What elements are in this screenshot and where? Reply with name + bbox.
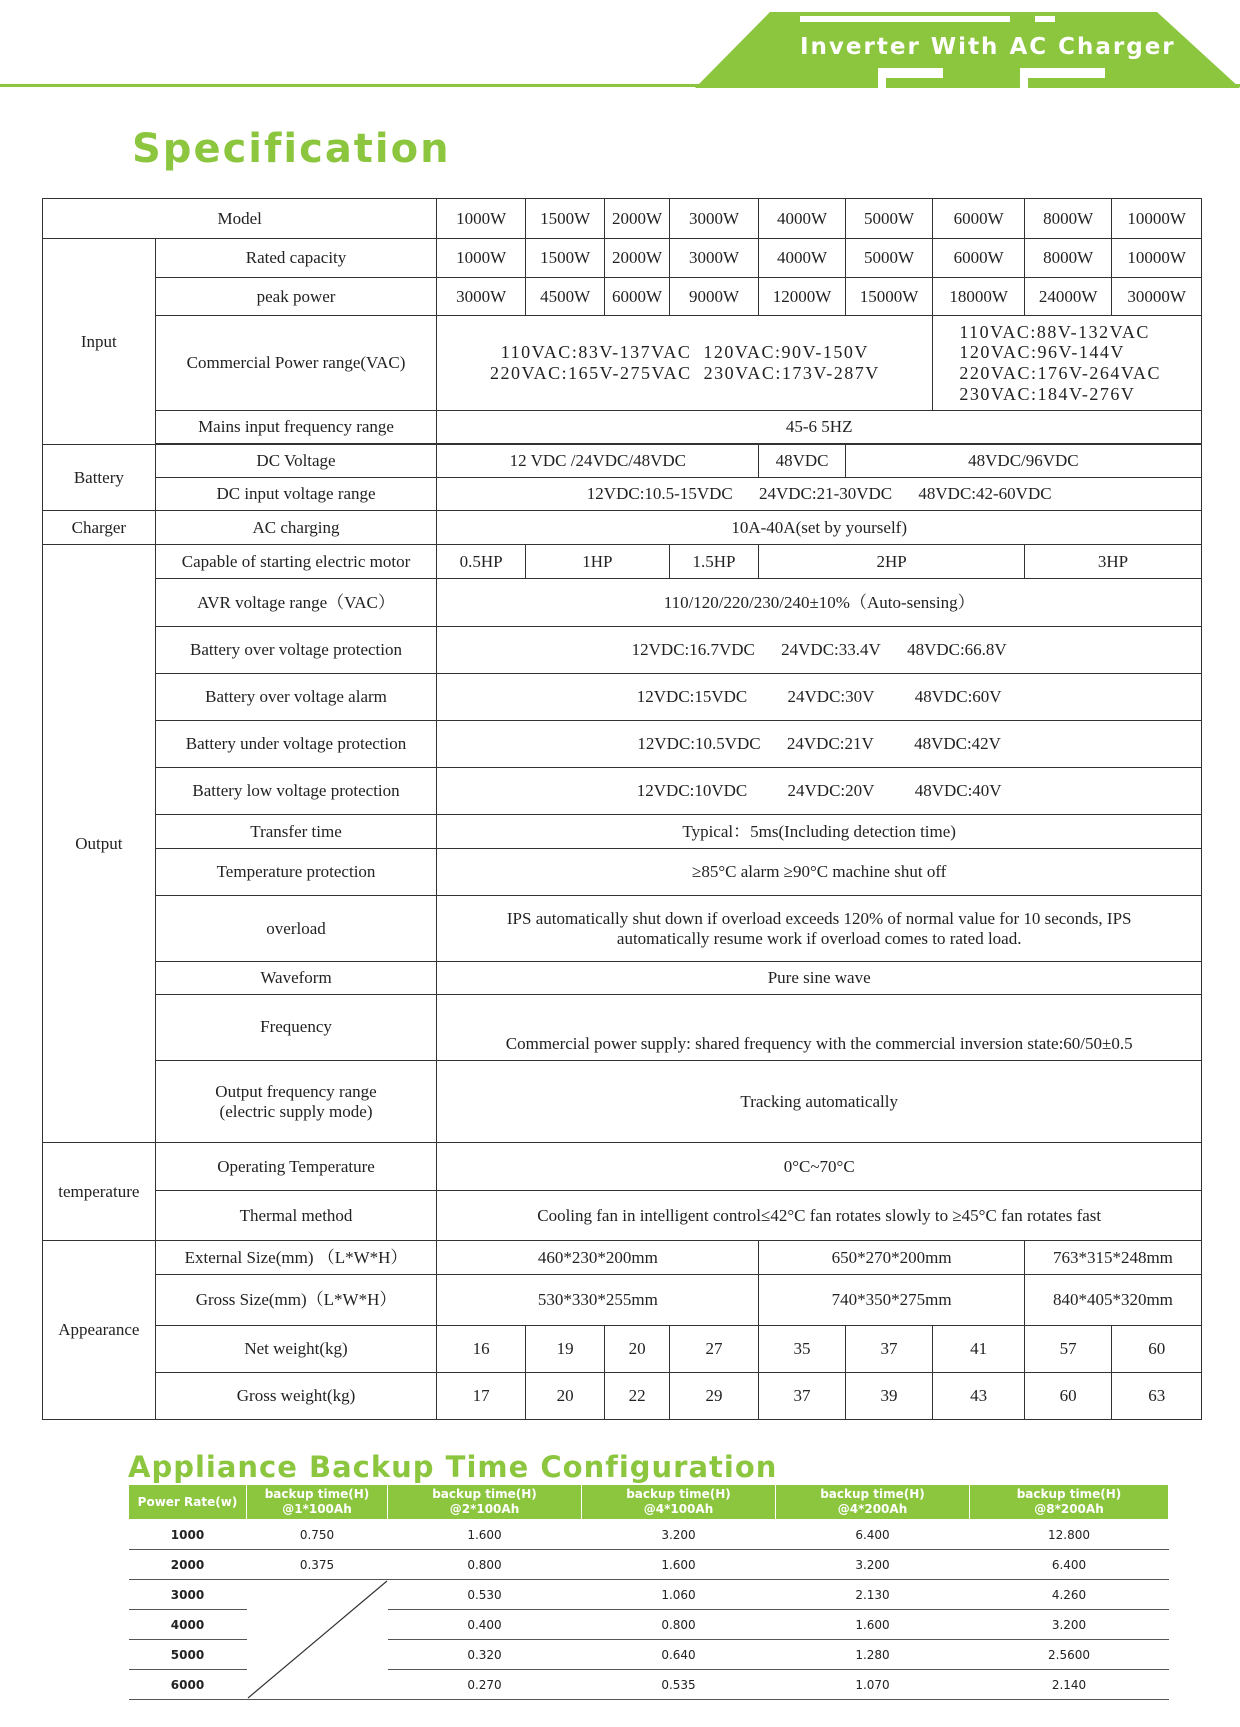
backup-cell: 2.130 (776, 1580, 970, 1610)
value-cell: 5000W (845, 239, 933, 278)
power-rate: 2000 (129, 1550, 247, 1580)
backup-cell: 1.070 (776, 1670, 970, 1700)
value-cell: ≥85°C alarm ≥90°C machine shut off (437, 849, 1202, 896)
value-cell: 3HP (1024, 545, 1201, 579)
value-cell: 16 (437, 1326, 526, 1373)
value-cell: 650*270*200mm (759, 1241, 1025, 1275)
row-label: Net weight(kg) (155, 1326, 437, 1373)
row-label: Waveform (155, 962, 437, 995)
table-row (129, 1550, 1169, 1580)
value-cell: Pure sine wave (437, 962, 1202, 995)
row-label: (electric supply mode) (219, 1101, 373, 1121)
model-cell: 6000W (933, 199, 1025, 239)
value-cell: 48VDC/96VDC (845, 445, 1201, 478)
value-text: 24VDC:33.4V (781, 640, 881, 660)
header-line: @4*100Ah (643, 1502, 714, 1516)
section-label: Appearance (58, 1320, 140, 1340)
value-cell: 460*230*200mm (437, 1241, 759, 1275)
header-line: @4*200Ah (837, 1502, 908, 1516)
row-thermal (43, 1191, 1202, 1241)
row-label: AVR voltage range（VAC） (155, 579, 437, 627)
power-rate: 4000 (129, 1610, 247, 1640)
backup-cell: 0.800 (388, 1550, 582, 1580)
backup-header (247, 1485, 388, 1520)
row-dc-voltage (43, 445, 1202, 478)
row-label: overload (155, 896, 437, 962)
not-applicable-cell (247, 1580, 388, 1700)
backup-cell: 0.320 (388, 1640, 582, 1670)
backup-cell: 12.800 (970, 1520, 1169, 1550)
value-cell: 10A-40A(set by yourself) (437, 511, 1202, 545)
header-line: @8*200Ah (1034, 1502, 1104, 1516)
value-cell: 3000W (669, 239, 759, 278)
value-cell: 110/120/220/230/240±10%（Auto-sensing） (437, 579, 1202, 627)
row-op-temp (43, 1143, 1202, 1191)
value-cell: 840*405*320mm (1024, 1275, 1201, 1326)
triple-cell (437, 721, 1202, 768)
row-label: Thermal method (155, 1191, 437, 1241)
table-row (129, 1580, 1169, 1610)
model-cell: 1000W (437, 199, 526, 239)
row-label: Gross weight(kg) (155, 1373, 437, 1420)
backup-cell: 1.600 (776, 1610, 970, 1640)
row-ext-size (43, 1241, 1202, 1275)
row-label: AC charging (155, 511, 437, 545)
section-temperature (43, 1143, 156, 1241)
power-rate: 1000 (129, 1520, 247, 1550)
overload-cell (437, 896, 1202, 962)
value-cell: 60 (1112, 1326, 1202, 1373)
spec-title: Specification (132, 126, 451, 172)
row-label: Mains input frequency range (155, 411, 437, 444)
row-label: Battery under voltage protection (155, 721, 437, 768)
model-label: Model (43, 199, 437, 239)
row-label: Battery low voltage protection (155, 768, 437, 815)
value-text: 12VDC:10.5-15VDC (586, 484, 733, 504)
backup-cell: 0.535 (582, 1670, 776, 1700)
value-cell: 35 (759, 1326, 846, 1373)
commercial-line: 120VAC:96V-144V (959, 342, 1125, 363)
value-cell: 37 (845, 1326, 933, 1373)
backup-header (776, 1485, 970, 1520)
value-cell: 8000W (1024, 239, 1112, 278)
power-rate: 5000 (129, 1640, 247, 1670)
ofr-label-cell (155, 1061, 437, 1143)
row-waveform (43, 962, 1202, 995)
model-cell: 10000W (1112, 199, 1202, 239)
row-label: DC Voltage (155, 445, 437, 478)
backup-cell: 1.280 (776, 1640, 970, 1670)
row-label: Transfer time (155, 815, 437, 849)
row-label: Gross Size(mm)（L*W*H） (155, 1275, 437, 1326)
commercial-range-a (437, 316, 933, 411)
section-input (43, 239, 156, 445)
row-label: External Size(mm) （L*W*H） (155, 1241, 437, 1275)
dc-range-cell (437, 478, 1202, 511)
value-cell: 6000W (605, 278, 669, 316)
value-cell: 19 (525, 1326, 604, 1373)
value-text: 12VDC:16.7VDC (631, 640, 755, 660)
model-cell: 2000W (605, 199, 669, 239)
backup-cell: 0.530 (388, 1580, 582, 1610)
commercial-line: 230VAC:184V-276V (959, 383, 1136, 404)
section-appearance (43, 1241, 156, 1420)
row-model (43, 199, 1202, 239)
row-temp-protect (43, 849, 1202, 896)
header-line: backup time(H) (432, 1487, 537, 1501)
backup-cell: 4.260 (970, 1580, 1169, 1610)
value-cell: 1HP (525, 545, 669, 579)
value-cell: 22 (605, 1373, 669, 1420)
row-gross-weight (43, 1373, 1202, 1420)
value-cell: 18000W (933, 278, 1025, 316)
value-cell: 3000W (437, 278, 526, 316)
value-cell: 6000W (933, 239, 1025, 278)
row-commercial (43, 316, 1202, 411)
backup-cell: 6.400 (776, 1520, 970, 1550)
value-cell: 30000W (1112, 278, 1202, 316)
value-cell: 45-6 5HZ (437, 411, 1202, 444)
backup-cell: 1.600 (582, 1550, 776, 1580)
value-cell: 763*315*248mm (1024, 1241, 1201, 1275)
backup-cell: 3.200 (582, 1520, 776, 1550)
value-cell: 48VDC (759, 445, 846, 478)
row-overload (43, 896, 1202, 962)
backup-cell: 6.400 (970, 1550, 1169, 1580)
backup-header-row (129, 1485, 1169, 1520)
value-cell: 17 (437, 1373, 526, 1420)
header-line: backup time(H) (820, 1487, 925, 1501)
value-text: 48VDC:42-60VDC (918, 484, 1052, 504)
value-text: 24VDC:21-30VDC (758, 484, 893, 504)
value-text: 48VDC:66.8V (907, 640, 1007, 660)
commercial-range-b (933, 316, 1202, 411)
value-cell: 10000W (1112, 239, 1202, 278)
triple-cell (437, 768, 1202, 815)
row-peak (43, 278, 1202, 316)
value-cell: 20 (525, 1373, 604, 1420)
backup-cell: 0.750 (247, 1520, 388, 1550)
section-label: Output (75, 833, 123, 853)
value-text: 12VDC:10VDC (636, 781, 748, 801)
section-label: Input (80, 331, 117, 351)
value-text: 12VDC:15VDC (636, 687, 748, 707)
value-cell: 24000W (1024, 278, 1112, 316)
row-mains-freq (43, 411, 1202, 444)
commercial-line: 110VAC:83V-137VAC 120VAC:90V-150V (500, 342, 869, 363)
value-cell: 1.5HP (669, 545, 759, 579)
row-label: Output frequency range (215, 1081, 377, 1101)
spec-table (42, 198, 1202, 1420)
header-line: @2*100Ah (449, 1502, 520, 1516)
row-transfer (43, 815, 1202, 849)
table-row (129, 1520, 1169, 1550)
backup-cell: 1.060 (582, 1580, 776, 1610)
value-cell: 2HP (759, 545, 1025, 579)
value-cell: 530*330*255mm (437, 1275, 759, 1326)
row-net-weight (43, 1326, 1202, 1373)
commercial-line: 220VAC:176V-264VAC (959, 363, 1162, 383)
value-cell: 0.5HP (437, 545, 526, 579)
section-output (43, 545, 156, 1143)
row-blvp (43, 768, 1202, 815)
header-line: backup time(H) (264, 1487, 370, 1501)
backup-header (388, 1485, 582, 1520)
backup-header (970, 1485, 1169, 1520)
row-gross-size (43, 1275, 1202, 1326)
row-rated (43, 239, 1202, 278)
value-text: 24VDC:30V (787, 687, 875, 707)
power-rate: 3000 (129, 1580, 247, 1610)
header-line: backup time(H) (626, 1487, 731, 1501)
backup-header (582, 1485, 776, 1520)
value-cell: 1000W (437, 239, 526, 278)
value-text: 48VDC:40V (914, 781, 1002, 801)
triple-cell (437, 627, 1202, 674)
value-cell: 740*350*275mm (759, 1275, 1025, 1326)
row-label: Frequency (155, 995, 437, 1061)
backup-cell: 3.200 (776, 1550, 970, 1580)
value-text: automatically resume work if overload comes to rated load. (616, 928, 1022, 948)
backup-header (129, 1485, 247, 1520)
value-cell: 20 (605, 1326, 669, 1373)
header-line: backup time(H) (1016, 1487, 1122, 1501)
row-dc-range (43, 478, 1202, 511)
row-label: peak power (155, 278, 437, 316)
value-text: 24VDC:20V (787, 781, 875, 801)
section-charger (43, 511, 156, 545)
model-cell: 4000W (759, 199, 846, 239)
value-cell: 63 (1112, 1373, 1202, 1420)
backup-cell: 1.600 (388, 1520, 582, 1550)
model-cell: 5000W (845, 199, 933, 239)
model-cell: 3000W (669, 199, 759, 239)
header-line: Power Rate(w) (137, 1494, 238, 1509)
section-battery (43, 445, 156, 511)
value-cell: Typical：5ms(Including detection time) (437, 815, 1202, 849)
value-text: 48VDC:42V (914, 734, 1001, 754)
row-label: Battery over voltage protection (155, 627, 437, 674)
backup-cell: 0.800 (582, 1610, 776, 1640)
section-label: Battery (73, 467, 124, 487)
header-line: @1*100Ah (282, 1502, 352, 1516)
backup-title: Appliance Backup Time Configuration (128, 1450, 778, 1484)
value-cell: 29 (669, 1373, 759, 1420)
row-label: Operating Temperature (155, 1143, 437, 1191)
row-label: DC input voltage range (155, 478, 437, 511)
value-cell: 60 (1024, 1373, 1112, 1420)
backup-cell: 0.375 (247, 1550, 388, 1580)
value-cell: Tracking automatically (437, 1061, 1202, 1143)
row-avr (43, 579, 1202, 627)
value-cell: 57 (1024, 1326, 1112, 1373)
row-label: Temperature protection (155, 849, 437, 896)
row-label: Capable of starting electric motor (155, 545, 437, 579)
row-motor (43, 545, 1202, 579)
value-cell: 4000W (759, 239, 846, 278)
backup-table (128, 1484, 1169, 1700)
value-text: 48VDC:60V (914, 687, 1002, 707)
value-cell: 37 (759, 1373, 846, 1420)
value-cell: 12 VDC /24VDC/48VDC (437, 445, 759, 478)
value-text: 12VDC:10.5VDC (637, 734, 761, 754)
row-bovp (43, 627, 1202, 674)
row-ac-charging (43, 511, 1202, 545)
value-cell: 12000W (759, 278, 846, 316)
value-cell: 0°C~70°C (437, 1143, 1202, 1191)
backup-cell: 0.270 (388, 1670, 582, 1700)
value-text: IPS automatically shut down if overload exceeds 120% of normal value for 10 seconds, IPS (506, 908, 1132, 928)
section-label: Charger (71, 517, 127, 537)
backup-cell: 0.400 (388, 1610, 582, 1640)
backup-cell: 3.200 (970, 1610, 1169, 1640)
backup-cell: 2.5600 (970, 1640, 1169, 1670)
backup-cell: 2.140 (970, 1670, 1169, 1700)
value-cell: 4500W (525, 278, 604, 316)
commercial-line: 110VAC:88V-132VAC (959, 321, 1150, 342)
value-cell: 1500W (525, 239, 604, 278)
triple-cell (437, 674, 1202, 721)
value-cell: 15000W (845, 278, 933, 316)
value-cell: Commercial power supply: shared frequency with the commercial inversion state:60/50±0.5 (437, 995, 1202, 1061)
value-cell: 43 (933, 1373, 1025, 1420)
row-bova (43, 674, 1202, 721)
section-label: temperature (58, 1181, 140, 1201)
model-cell: 1500W (525, 199, 604, 239)
value-cell: Cooling fan in intelligent control≤42°C fan rotates slowly to ≥45°C fan rotates fast (437, 1191, 1202, 1241)
header-banner (695, 12, 1240, 88)
row-label: Battery over voltage alarm (155, 674, 437, 721)
row-buvp (43, 721, 1202, 768)
model-cell: 8000W (1024, 199, 1112, 239)
value-cell: 27 (669, 1326, 759, 1373)
value-cell: 39 (845, 1373, 933, 1420)
row-frequency (43, 995, 1202, 1061)
row-label: Commercial Power range(VAC) (155, 316, 437, 411)
value-text: 24VDC:21V (786, 734, 874, 754)
commercial-line: 220VAC:165V-275VAC 230VAC:173V-287V (489, 363, 880, 383)
row-output-freq (43, 1061, 1202, 1143)
banner-title: Inverter With AC Charger (800, 34, 1176, 60)
row-label: Rated capacity (155, 239, 437, 278)
value-cell: 9000W (669, 278, 759, 316)
power-rate: 6000 (129, 1670, 247, 1700)
diagonal-strike-icon (247, 1580, 388, 1699)
value-cell: 2000W (605, 239, 669, 278)
value-cell: 41 (933, 1326, 1025, 1373)
backup-cell: 0.640 (582, 1640, 776, 1670)
